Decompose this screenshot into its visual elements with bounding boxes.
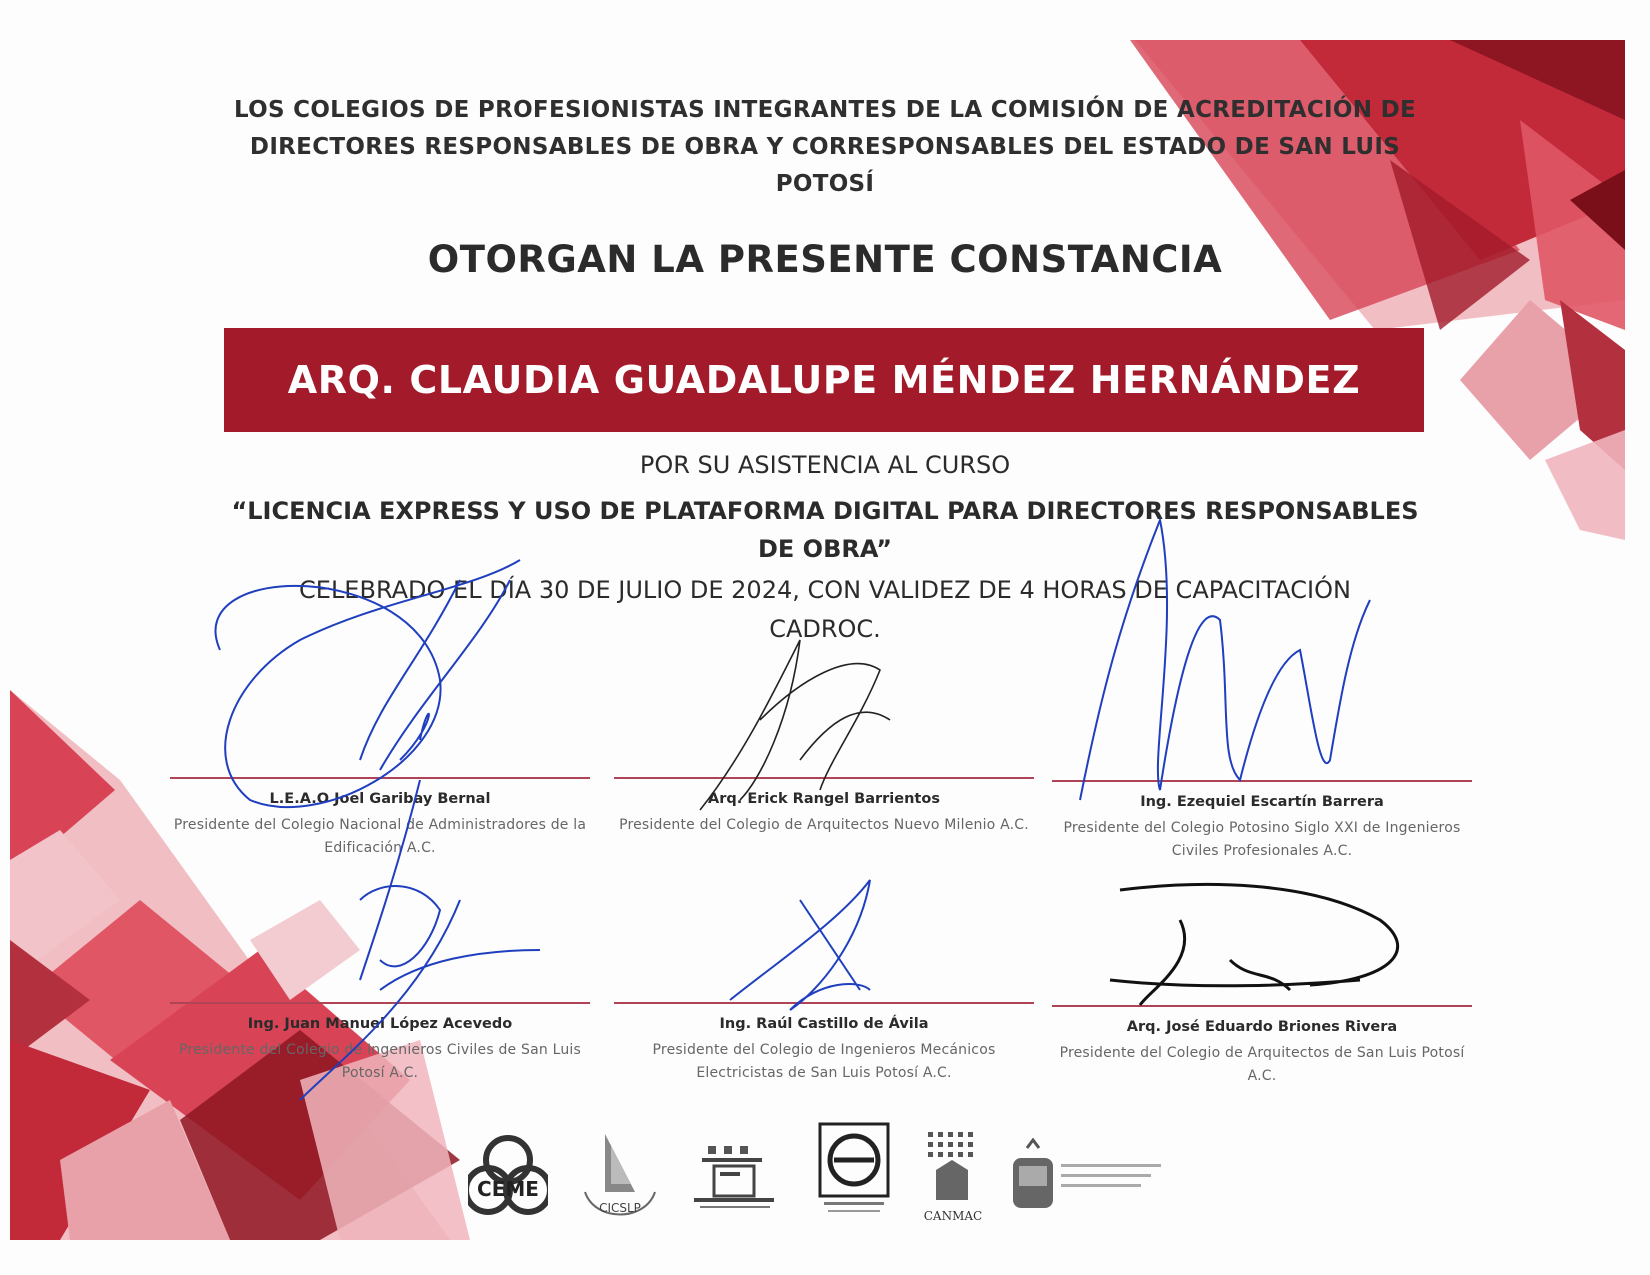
recipient-banner	[224, 328, 1424, 432]
course-details-line-2: CADROC.	[769, 615, 881, 643]
canmac-emblem-icon	[918, 1130, 988, 1225]
crest-icon	[1005, 1138, 1175, 1218]
ciceme-text: CEME	[477, 1177, 539, 1201]
attendance-intro: POR SU ASISTENCIA AL CURSO	[639, 451, 1011, 479]
colegio-potosino-siglo-xxi-logo	[1005, 1138, 1175, 1218]
ciceme-emblem-icon	[468, 1132, 548, 1218]
course-details	[230, 571, 1420, 649]
signatory-role: Presidente del Colegio de Arquitectos de San Luis Potosí A.C.	[1059, 1045, 1465, 1084]
signature-line	[1052, 780, 1472, 782]
heading-line-1: LOS COLEGIOS DE PROFESIONISTAS INTEGRANTES DE LA COMISIÓN DE ACREDITACIÓN DE	[233, 97, 1416, 123]
signatory-role: Presidente del Colegio de Ingenieros Civiles de San Luis Potosí A.C.	[178, 1042, 582, 1081]
signatory-name: Arq. Erick Rangel Barrientos	[708, 791, 940, 807]
signature-line	[170, 777, 590, 779]
signature-line	[170, 1002, 590, 1004]
signatory-name: L.E.A.O Joel Garibay Bernal	[269, 791, 491, 807]
signatory-name: Ing. Ezequiel Escartín Barrera	[1140, 794, 1384, 810]
signatory-block	[614, 777, 1034, 837]
signatory-name: Ing. Juan Manuel López Acevedo	[247, 1016, 513, 1032]
cicslp-text: CICSLP	[599, 1201, 641, 1215]
canmac-logo	[918, 1130, 988, 1225]
course-title-line-1: “LICENCIA EXPRESS Y USO DE PLATAFORMA DIGITAL PARA DIRECTORES RESPONSABLES	[231, 497, 1419, 525]
recipient-name: ARQ. CLAUDIA GUADALUPE MÉNDEZ HERNÁNDEZ	[287, 358, 1361, 402]
cicslp-logo	[575, 1132, 665, 1222]
canmac-text: CANMAC	[923, 1209, 983, 1223]
building-icon	[690, 1138, 780, 1218]
cicslp-emblem-icon	[575, 1132, 665, 1222]
signatory-block	[170, 1002, 590, 1085]
signatory-block	[1052, 780, 1472, 863]
issuing-organizations-heading	[230, 92, 1420, 203]
heading-line-3: POTOSÍ	[775, 171, 875, 197]
signatory-role: Presidente del Colegio de Ingenieros Mecánicos Electricistas de San Luis Potosí A.C.	[652, 1042, 996, 1081]
signature-line	[614, 777, 1034, 779]
signatory-block	[1052, 1005, 1472, 1088]
signatory-block	[170, 777, 590, 860]
e-emblem-icon	[818, 1122, 890, 1222]
ciceme-logo	[468, 1132, 548, 1218]
course-details-line-1: CELEBRADO EL DÍA 30 DE JULIO DE 2024, CON VALIDEZ DE 4 HORAS DE CAPACITACIÓN	[299, 576, 1351, 604]
colegio-nacional-administradores-logo	[818, 1122, 890, 1222]
signatory-name: Arq. José Eduardo Briones Rivera	[1126, 1019, 1398, 1035]
certificate-title: OTORGAN LA PRESENTE CONSTANCIA	[427, 238, 1223, 281]
signatory-block	[614, 1002, 1034, 1085]
signatory-role: Presidente del Colegio Potosino Siglo XXI de Ingenieros Civiles Profesionales A.C.	[1063, 820, 1461, 859]
signatory-role: Presidente del Colegio de Arquitectos Nuevo Milenio A.C.	[619, 817, 1029, 833]
course-title-line-2: DE OBRA”	[758, 535, 892, 563]
signatory-role: Presidente del Colegio Nacional de Administradores de la Edificación A.C.	[173, 817, 587, 856]
signature-line	[614, 1002, 1034, 1004]
heading-line-2: DIRECTORES RESPONSABLES DE OBRA Y CORRESPONSABLES DEL ESTADO DE SAN LUIS	[249, 134, 1401, 160]
signatory-name: Ing. Raúl Castillo de Ávila	[719, 1016, 929, 1032]
course-title	[230, 492, 1420, 568]
signature-line	[1052, 1005, 1472, 1007]
colegio-arquitectos-logo	[690, 1138, 780, 1218]
